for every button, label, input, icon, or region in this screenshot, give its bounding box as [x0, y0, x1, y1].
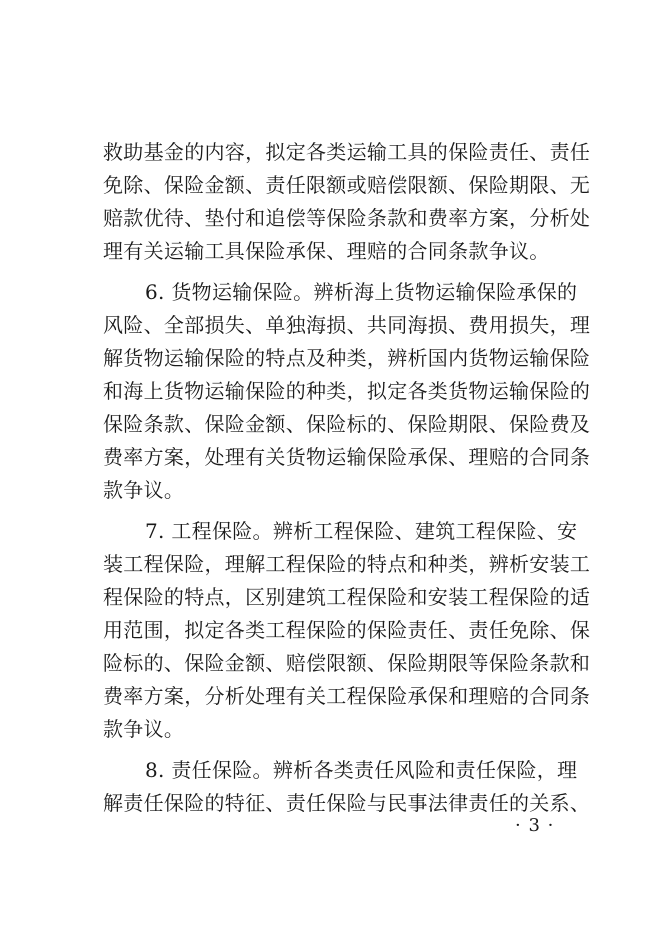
paragraph-3-line-2: 装工程保险，理解工程保险的特点和种类，辨析安装工 [103, 552, 591, 576]
paragraph-4-line-2: 解责任保险的特征、责任保险与民事法律责任的关系、 [103, 791, 591, 815]
paragraph-4-line-1: 8. 责任保险。辨析各类责任风险和责任保险，理 [145, 758, 578, 782]
paragraph-3-line-5: 险标的、保险金额、赔偿限额、保险期限等保险条款和 [103, 651, 591, 675]
paragraph-2-line-1: 6. 货物运输保险。辨析海上货物运输保险承保的 [145, 280, 578, 304]
paragraph-2-line-3: 解货物运输保险的特点及种类，辨析国内货物运输保险 [103, 346, 591, 370]
paragraph-3-line-6: 费率方案，分析处理有关工程保险承保和理赔的合同条 [103, 684, 591, 708]
paragraph-2-line-2: 风险、全部损失、单独海损、共同海损、费用损失，理 [103, 313, 591, 337]
paragraph-2-line-5: 保险条款、保险金额、保险标的、保险期限、保险费及 [103, 412, 591, 436]
paragraph-2-line-4: 和海上货物运输保险的种类，拟定各类货物运输保险的 [103, 379, 591, 403]
paragraph-3-line-7: 款争议。 [103, 717, 185, 741]
paragraph-1-line-3: 赔款优待、垫付和追偿等保险条款和费率方案，分析处 [103, 206, 591, 230]
paragraph-2-line-6: 费率方案，处理有关货物运输保险承保、理赔的合同条 [103, 445, 591, 469]
paragraph-1-line-2: 免除、保险金额、责任限额或赔偿限额、保险期限、无 [103, 173, 591, 197]
paragraph-3-line-1: 7. 工程保险。辨析工程保险、建筑工程保险、安 [145, 519, 578, 543]
paragraph-3-line-4: 用范围，拟定各类工程保险的保险责任、责任免除、保 [103, 618, 591, 642]
paragraph-1-line-4: 理有关运输工具保险承保、理赔的合同条款争议。 [103, 239, 550, 263]
paragraph-1-line-1: 救助基金的内容，拟定各类运输工具的保险责任、责任 [103, 140, 591, 164]
paragraph-2-line-7: 款争议。 [103, 478, 185, 502]
page-number: · 3 · [515, 815, 555, 836]
paragraph-3-line-3: 程保险的特点，区别建筑工程保险和安装工程保险的适 [103, 585, 591, 609]
